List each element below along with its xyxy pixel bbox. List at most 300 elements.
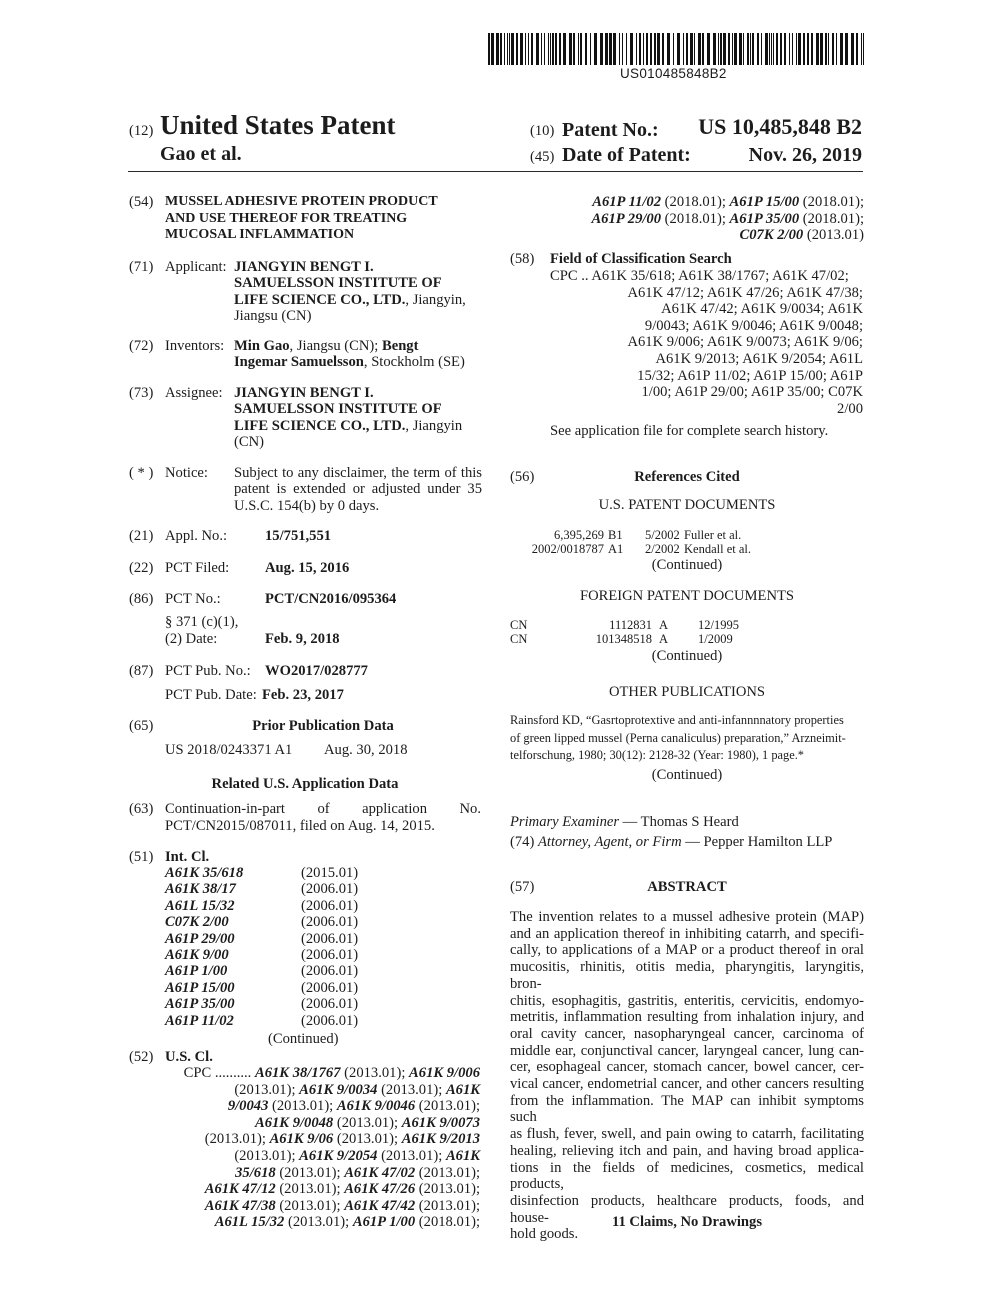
patent-number-value: US 10,485,848 B2 (698, 114, 862, 139)
uscl-heading: U.S. Cl. (165, 1049, 213, 1065)
foreign-doc-country: CN (510, 632, 528, 646)
s371-date-value: Feb. 9, 2018 (265, 631, 340, 647)
barcode-bar (531, 33, 533, 65)
title-line: MUSSEL ADHESIVE PROTEIN PRODUCT (165, 194, 438, 209)
barcode-bar (807, 33, 809, 65)
abstract-heading: ABSTRACT (647, 879, 727, 895)
cip-word: Continuation-in-part (165, 801, 285, 817)
applicant-line: LIFE SCIENCE CO., LTD. (234, 291, 406, 308)
applicant-line: JIANGYIN BENGT I. (234, 259, 374, 275)
barcode-bar (613, 33, 616, 65)
class-text: (2013.01); (234, 1147, 300, 1164)
class-text: (2013.01); (415, 1098, 480, 1115)
us-doc-kind: B1 (608, 528, 623, 542)
barcode-bar (548, 33, 549, 65)
inventor-name: Bengt (381, 338, 419, 354)
appl-value: 15/751,551 (265, 528, 332, 544)
barcode-bar (739, 33, 742, 65)
primary-examiner (510, 814, 739, 830)
barcode-bar (525, 33, 526, 65)
pct-filed-label: PCT Filed: (165, 560, 230, 576)
intcl-row (165, 980, 405, 996)
class-code: A61P 1/00 (352, 1214, 416, 1231)
barcode-bar (752, 33, 754, 65)
other-continued: (Continued) (651, 767, 723, 783)
barcode-bar (594, 33, 597, 65)
barcode-bar (491, 33, 494, 65)
class-code: A61P 29/00 (591, 210, 662, 227)
cip-word: of (317, 801, 330, 817)
fcs-line: A61K 9/006; A61K 9/0073; A61K 9/06; (627, 334, 863, 351)
abstract-text (510, 909, 864, 1243)
code-45: (45) (530, 149, 555, 165)
barcode-bar (605, 33, 608, 65)
inventors-block (234, 338, 484, 371)
class-code: A61P 35/00 (729, 210, 800, 227)
barcode-bar (789, 33, 790, 65)
class-code: A61K 38/1767 (254, 1065, 341, 1081)
barcode-bar (600, 33, 603, 65)
header-rule (128, 171, 863, 172)
classification-line (160, 1098, 480, 1115)
assignee-line: JIANGYIN BENGT I. (234, 385, 374, 401)
abstract-line: oral cavity cancer, nasopharyngeal cancer, carcinoma of (510, 1025, 864, 1042)
barcode-bar (563, 33, 566, 65)
barcode-bar (723, 33, 726, 65)
assignee-block (234, 385, 484, 451)
cip-word: application (362, 801, 427, 817)
abstract-line: chitis, esophagitis, gastritis, enteritis, cervicitis, endomyo- (510, 992, 864, 1009)
uscl-continued-text (540, 194, 864, 244)
classification-line (160, 1165, 480, 1182)
inventor-location: , Jiangsu (CN); (289, 338, 379, 354)
fcs-line: 9/0043; A61K 9/0046; A61K 9/0048; (644, 317, 863, 334)
barcode-bar (578, 33, 579, 65)
class-text: (2018.01); (415, 1214, 480, 1231)
us-doc-kind: A1 (608, 542, 624, 556)
pub-no-label: PCT Pub. No.: (165, 663, 251, 679)
cip-word: No. (459, 801, 481, 817)
barcode-bar (761, 33, 762, 65)
barcode-bar (845, 33, 848, 65)
assignee-region: (CN) (234, 434, 264, 451)
class-text: (2013.01); (340, 1065, 410, 1081)
related-heading: Related U.S. Application Data (211, 776, 399, 792)
fcs-line: 15/32; A61P 11/02; A61P 15/00; A61P (637, 367, 863, 384)
barcode-bar (734, 33, 737, 65)
barcode-bar (662, 33, 664, 65)
inventors-code: (72) (129, 338, 154, 354)
class-code: A61K (445, 1081, 480, 1098)
intcl-continued: (Continued) (268, 1031, 339, 1047)
class-text: (2013.01); (275, 1197, 345, 1214)
barcode-bar (686, 33, 688, 65)
abstract-line: disinfection products, healthcare products, foods, and house- (510, 1192, 864, 1226)
class-text: (2013.01); (204, 1131, 270, 1148)
cip-line-2: PCT/CN2015/087011, filed on Aug. 14, 2015. (165, 818, 435, 834)
barcode-bar (863, 33, 864, 65)
class-code: A61P 11/02 (592, 194, 662, 210)
classification-line (160, 1181, 480, 1198)
barcode-bar (619, 33, 620, 65)
prior-date: Aug. 30, 2018 (324, 742, 408, 758)
barcode-bar (555, 33, 557, 65)
barcode-bar (811, 33, 813, 65)
appl-code: (21) (129, 528, 154, 544)
notice-code: ( * ) (129, 465, 154, 481)
code-10: (10) (530, 123, 555, 139)
class-text: (2018.01); (661, 194, 730, 210)
examiner-label: Primary Examiner (510, 814, 620, 830)
foreign-doc-kind: A (659, 618, 669, 632)
classification-line (160, 1198, 480, 1215)
foreign-heading: FOREIGN PATENT DOCUMENTS (579, 588, 795, 604)
intcl-version: (2006.01) (301, 914, 359, 931)
intcl-row (165, 1013, 405, 1029)
intcl-row (165, 865, 405, 881)
barcode-bar (559, 33, 561, 65)
barcode-bar (765, 33, 768, 65)
intcl-version: (2015.01) (301, 865, 359, 881)
intcl-code-value: A61P 35/00 (165, 996, 235, 1013)
barcode-bar (713, 33, 716, 65)
intcl-version: (2006.01) (301, 947, 359, 963)
class-text: (2013.01) (803, 227, 864, 244)
abstract-line: middle ear, conjunctival cancer, laryngeal cancer, lung can- (510, 1042, 864, 1059)
intcl-row (165, 898, 405, 914)
appl-label: Appl. No.: (165, 528, 228, 544)
class-code: A61K 9/006 (409, 1065, 480, 1081)
intcl-code-value: A61P 1/00 (165, 963, 228, 980)
uscl-code: (52) (129, 1049, 154, 1065)
class-code: A61K 47/42 (344, 1197, 416, 1214)
applicant-city: , Jiangyin, (405, 291, 466, 308)
barcode-bar (509, 33, 510, 65)
barcode-bar (520, 33, 523, 65)
class-code: A61K 47/26 (344, 1181, 416, 1198)
barcode-bar (488, 33, 490, 65)
classification-line (160, 1115, 480, 1132)
uscl-text (160, 1065, 480, 1231)
class-code: A61K 47/12 (204, 1181, 276, 1198)
attorney-label: Attorney, Agent, or Firm (537, 834, 682, 850)
abstract-line: as flush, fever, swell, and pain owing to catarrh, facilitating (510, 1126, 864, 1143)
barcode-bar (832, 33, 834, 65)
class-text: (2013.01); (234, 1081, 300, 1098)
foreign-doc-number: 101348518 (595, 632, 652, 646)
class-text: (2013.01); (377, 1081, 446, 1098)
abstract-line: cally, to applications of a MAP or a product thereof in oral (510, 942, 864, 959)
class-text: (2013.01); (415, 1197, 480, 1214)
pct-no-value: PCT/CN2016/095364 (265, 591, 397, 607)
intcl-code-value: A61P 29/00 (165, 930, 235, 947)
abstract-line: cer, esophageal cancer, stomach cancer, bowel cancer, cer- (510, 1059, 864, 1076)
intcl-version: (2006.01) (301, 930, 359, 947)
abstract-line: tions in the fields of medicines, cosmetics, medical products, (510, 1159, 864, 1193)
document-type: United States Patent (160, 110, 396, 140)
other-line: telforschung, 1980; 30(12): 2128-32 (Year: 1980), 1 page.* (510, 748, 804, 762)
pub-no-value: WO2017/028777 (265, 663, 368, 679)
barcode-bar (580, 33, 582, 65)
class-code: A61K 9/2054 (299, 1147, 378, 1164)
cip-line (165, 801, 481, 817)
notice-line: patent is extended or adjusted under 35 (234, 481, 482, 498)
class-code: A61K (445, 1147, 480, 1164)
barcode-bar (698, 33, 701, 65)
barcode-bar (544, 33, 545, 65)
inventor-location: , Stockholm (SE) (363, 354, 465, 371)
barcode-bar (757, 33, 759, 65)
classification-line (540, 194, 864, 211)
assignee-line: SAMUELSSON INSTITUTE OF (234, 401, 442, 418)
code-12: (12) (129, 123, 154, 139)
us-doc-name: Kendall et al. (684, 542, 751, 556)
barcode-bar (569, 33, 572, 65)
barcode-bar (776, 33, 778, 65)
barcode-graphic (488, 33, 864, 65)
class-code: 9/0043 (227, 1098, 269, 1115)
class-text: (2013.01); (284, 1214, 353, 1231)
classification-line (160, 1131, 480, 1148)
class-code: A61K 9/2013 (401, 1131, 480, 1148)
barcode-bar (798, 33, 801, 65)
abstract-line: mucositis, rhinitis, otitis media, pharyngitis, laryngitis, bron- (510, 959, 864, 992)
barcode-bar (636, 33, 637, 65)
s371-date-label: (2) Date: (165, 631, 218, 647)
barcode-bar (626, 33, 627, 65)
abstract-line: hold goods. (510, 1226, 579, 1243)
inventor-name: Min Gao (234, 338, 290, 354)
abstract-line: and an application thereof in inhibiting catarrh, and specifi- (510, 925, 864, 942)
other-heading: OTHER PUBLICATIONS (608, 684, 766, 700)
barcode-bar (828, 33, 829, 65)
barcode-bar (507, 33, 508, 65)
barcode-bar (803, 33, 805, 65)
fcs-line: 1/00; A61P 29/00; A61P 35/00; C07K (641, 384, 863, 401)
us-doc-date: 2/2002 (645, 542, 680, 556)
foreign-doc-number: 1112831 (609, 618, 652, 632)
attorney (510, 834, 832, 850)
barcode-bar (690, 33, 693, 65)
barcode-bar (707, 33, 710, 65)
barcode-bar (609, 33, 612, 65)
barcode-bar (861, 33, 862, 65)
barcode-bar (667, 33, 670, 65)
attorney-value: — Pepper Hamilton LLP (681, 834, 833, 850)
barcode-bar (732, 33, 733, 65)
fcs-heading: Field of Classification Search (550, 251, 732, 267)
inventor-short: Gao et al. (160, 143, 242, 165)
barcode-bar (720, 33, 722, 65)
barcode-bar (585, 33, 587, 65)
barcode-bar (771, 33, 772, 65)
classification-line (160, 1082, 480, 1099)
barcode-bar (496, 33, 499, 65)
abstract-line: The invention relates to a mussel adhesive protein (MAP) (510, 909, 864, 925)
fcs-line: A61K 9/2013; A61K 9/2054; A61L (655, 350, 863, 367)
pub-date-label: PCT Pub. Date: (165, 687, 257, 703)
intcl-code-value: A61L 15/32 (165, 897, 235, 914)
class-code: A61K 9/0073 (401, 1114, 480, 1131)
prior-code: (65) (129, 718, 154, 734)
s371-label: § 371 (c)(1), (165, 614, 239, 630)
barcode-bar (646, 33, 648, 65)
abstract-line: vical cancer, endometrial cancer, and other cancers resulting (510, 1076, 864, 1093)
barcode-bar (780, 33, 782, 65)
intcl-row (165, 947, 405, 963)
class-code: A61K 9/0048 (254, 1114, 334, 1131)
class-text: (2013.01); (377, 1147, 446, 1164)
notice-line: Subject to any disclaimer, the term of this (234, 465, 482, 481)
barcode-bar (816, 33, 819, 65)
foreign-doc-country: CN (510, 618, 528, 632)
barcode-bar (654, 33, 656, 65)
other-publications-text (510, 712, 864, 765)
us-doc-date: 5/2002 (645, 528, 680, 542)
foreign-doc-kind: A (659, 632, 669, 646)
date-of-patent-value: Nov. 26, 2019 (748, 144, 862, 166)
class-text: (2013.01); (268, 1098, 337, 1115)
class-text: (2018.01); (799, 210, 864, 227)
barcode-bar (673, 33, 674, 65)
assignee-city: , Jiangyin (405, 417, 463, 434)
barcode-bar (718, 33, 719, 65)
intcl-code-value: A61P 15/00 (165, 979, 235, 996)
barcode-bar (516, 33, 518, 65)
barcode-bar (536, 33, 539, 65)
notice-label: Notice: (165, 465, 208, 481)
barcode-bar (773, 33, 774, 65)
title-line: AND USE THEREOF FOR TREATING (165, 210, 408, 226)
intcl-row (165, 881, 405, 897)
patent-title (165, 194, 485, 244)
intcl-code-value: A61P 11/02 (165, 1012, 234, 1029)
barcode-bar (796, 33, 797, 65)
barcode-bar (683, 33, 684, 65)
class-text: (2013.01); (415, 1164, 480, 1181)
refs-heading: References Cited (634, 469, 740, 485)
barcode-bar (504, 33, 505, 65)
patent-number-label: Patent No.: (562, 119, 659, 141)
class-code: A61K 9/06 (269, 1131, 334, 1148)
us-doc-name: Fuller et al. (684, 528, 742, 542)
barcode-bar (769, 33, 770, 65)
abstract-code: (57) (510, 879, 535, 895)
cip-code: (63) (129, 801, 154, 817)
applicant-block (234, 259, 484, 325)
barcode-bar (851, 33, 854, 65)
barcode-bar (622, 33, 623, 65)
intcl-row (165, 963, 405, 979)
abstract-line: metritis, inflammation resulting from inhalation injury, and (510, 1009, 864, 1026)
barcode-bar (840, 33, 843, 65)
examiner-value: — Thomas S Heard (619, 814, 739, 830)
intcl-code-value: A61K 9/00 (165, 947, 229, 963)
class-text: (2013.01); (275, 1164, 345, 1181)
barcode-bar (639, 33, 641, 65)
barcode-bar (552, 33, 554, 65)
fcs-see: See application file for complete search history. (550, 423, 829, 439)
intcl-version: (2006.01) (301, 881, 359, 898)
barcode-bar (650, 33, 652, 65)
barcode-bar (630, 33, 633, 65)
classification-line (540, 227, 864, 244)
barcode-bar (500, 33, 502, 65)
attorney-code: (74) (510, 834, 535, 850)
barcode-bar (694, 33, 695, 65)
notice-text (234, 465, 482, 514)
us-docs-heading: U.S. PATENT DOCUMENTS (598, 497, 776, 513)
classification-line (540, 211, 864, 228)
inventor-name: Ingemar Samuelsson (234, 354, 364, 371)
intcl-version: (2006.01) (301, 1012, 359, 1029)
class-text: (2013.01); (415, 1181, 480, 1198)
barcode-bar (747, 33, 749, 65)
class-code: A61K 9/0046 (336, 1098, 416, 1115)
applicant-line: SAMUELSSON INSTITUTE OF (234, 275, 442, 292)
other-line: of green lipped mussel (Perna canaliculus) preparation,” Arzneimit- (510, 730, 846, 745)
fcs-code: (58) (510, 251, 535, 267)
fcs-line: CPC .. A61K 35/618; A61K 38/1767; A61K 47/02; (550, 268, 849, 284)
pct-filed-value: Aug. 15, 2016 (265, 560, 350, 576)
fcs-line: A61K 47/42; A61K 9/0034; A61K (661, 301, 863, 318)
barcode-bar (792, 33, 793, 65)
intcl-version: (2006.01) (301, 897, 359, 914)
barcode-bar (528, 33, 529, 65)
intcl-version: (2006.01) (301, 996, 359, 1013)
class-code: A61L 15/32 (214, 1214, 285, 1231)
prior-heading: Prior Publication Data (252, 718, 394, 734)
class-text: CPC .......... (183, 1065, 255, 1081)
intcl-row (165, 996, 405, 1012)
intcl-row (165, 931, 405, 947)
intcl-row (165, 914, 405, 930)
inventors-label: Inventors: (165, 338, 225, 354)
classification-line (160, 1065, 480, 1082)
refs-code: (56) (510, 469, 535, 485)
class-text: (2013.01); (333, 1114, 402, 1131)
class-code: A61P 15/00 (729, 194, 800, 210)
barcode-bar (743, 33, 744, 65)
barcode-bar (541, 33, 542, 65)
assignee-label: Assignee: (165, 385, 223, 401)
class-code: A61K 9/0034 (299, 1081, 378, 1098)
barcode-number: US010485848B2 (620, 66, 727, 81)
us-doc-number: 2002/0018787 (531, 542, 604, 556)
intcl-code-value: A61K 38/17 (165, 881, 236, 898)
barcode-bar (728, 33, 730, 65)
pct-filed-code: (22) (129, 560, 154, 576)
foreign-continued: (Continued) (651, 648, 723, 664)
applicant-code: (71) (129, 259, 154, 275)
class-code: C07K 2/00 (739, 227, 804, 244)
barcode-bar (657, 33, 660, 65)
barcode-bar (820, 33, 823, 65)
applicant-region: Jiangsu (CN) (234, 308, 312, 325)
fcs-text (550, 268, 863, 417)
us-continued: (Continued) (651, 557, 723, 573)
intcl-code: (51) (129, 849, 154, 865)
pct-no-label: PCT No.: (165, 591, 221, 607)
assignee-code: (73) (129, 385, 154, 401)
class-code: A61K 47/38 (204, 1197, 276, 1214)
class-code: A61K 47/02 (344, 1164, 416, 1181)
barcode-bar (702, 33, 704, 65)
intcl-version: (2006.01) (301, 979, 359, 996)
other-line: Rainsford KD, “Gasrtoprotextive and anti-infannnnatory properties (510, 713, 844, 727)
class-text: (2013.01); (333, 1131, 402, 1148)
claims-summary: 11 Claims, No Drawings (612, 1214, 762, 1230)
